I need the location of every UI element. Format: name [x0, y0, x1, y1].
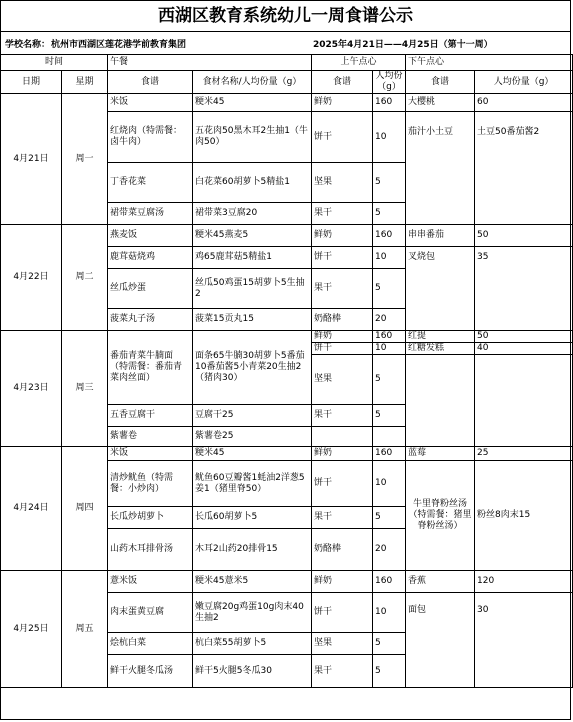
am-amount-cell: 5 — [373, 163, 406, 203]
ingredient-cell: 长瓜60胡萝卜5 — [193, 507, 312, 529]
am-amount-cell: 160 — [373, 225, 406, 247]
am-snack-cell: 饼干 — [312, 343, 373, 355]
am-snack-cell: 饼干 — [312, 593, 373, 633]
am-amount-cell: 10 — [373, 112, 406, 163]
date-cell: 4月25日 — [1, 571, 62, 688]
am-amount-cell: 10 — [373, 343, 406, 355]
pm-snack-cell: 茄汁小土豆 — [406, 112, 475, 225]
am-amount-cell: 5 — [373, 355, 406, 405]
ingredient-cell: 杭白菜55胡萝卜5 — [193, 633, 312, 655]
dish-cell: 裙带菜豆腐汤 — [108, 203, 193, 225]
dish-cell: 米饭 — [108, 447, 193, 461]
header-row-2 — [1, 71, 573, 94]
weekday-cell: 周四 — [62, 447, 108, 571]
pm-snack-cell — [406, 355, 475, 447]
ingredient-cell: 鲜干5火腿5冬瓜30 — [193, 655, 312, 688]
ingredient-cell: 嫩豆腐20g鸡蛋10g肉末40生抽2 — [193, 593, 312, 633]
ingredient-cell: 鸡65鹿茸菇5精盐1 — [193, 247, 312, 269]
ingredient-cell: 粳米45 — [193, 447, 312, 461]
lunch-header: 午餐 — [108, 55, 312, 71]
table-row — [1, 225, 573, 247]
dish-cell: 鹿茸菇烧鸡 — [108, 247, 193, 269]
pm-amount-cell: 25 — [475, 447, 573, 461]
dish-cell: 鲜干火腿冬瓜汤 — [108, 655, 193, 688]
am-amount-cell: 160 — [373, 571, 406, 593]
ingredients-header: 食材名称/人均份量（g） — [193, 71, 312, 94]
ingredient-cell: 粳米45燕麦5 — [193, 225, 312, 247]
am-amount-cell — [373, 427, 406, 447]
dish-cell: 肉末蛋黄豆腐 — [108, 593, 193, 633]
pm-snack-cell: 大樱桃 — [406, 94, 475, 112]
am-snack-cell: 奶酪棒 — [312, 529, 373, 571]
time-header: 时间 — [1, 55, 108, 71]
ingredient-cell: 豆腐干25 — [193, 405, 312, 427]
school-label: 学校名称： — [5, 39, 51, 50]
am-snack-cell: 鲜奶 — [312, 331, 373, 343]
am-amount-cell: 20 — [373, 309, 406, 331]
am-amount-cell: 5 — [373, 633, 406, 655]
am-snack-cell: 果干 — [312, 655, 373, 688]
am-amount-cell: 10 — [373, 247, 406, 269]
ingredient-cell: 紫薯卷25 — [193, 427, 312, 447]
weekday-cell: 周一 — [62, 94, 108, 225]
am-amount-header: 人均份（g） — [373, 71, 406, 94]
am-snack-cell: 鲜奶 — [312, 225, 373, 247]
dish-cell: 丝瓜炒蛋 — [108, 269, 193, 309]
am-amount-cell: 160 — [373, 447, 406, 461]
menu-table — [0, 54, 573, 688]
date-cell: 4月22日 — [1, 225, 62, 331]
table-row — [1, 94, 573, 112]
ingredient-cell: 粳米45薏米5 — [193, 571, 312, 593]
am-snack-cell: 鲜奶 — [312, 447, 373, 461]
date-cell: 4月24日 — [1, 447, 62, 571]
am-snack-cell: 果干 — [312, 405, 373, 427]
am-amount-cell: 5 — [373, 507, 406, 529]
pm-amount-header: 人均份量（g） — [475, 71, 573, 94]
ingredient-cell: 白花菜60胡萝卜5精盐1 — [193, 163, 312, 203]
am-amount-cell: 10 — [373, 593, 406, 633]
table-row — [1, 571, 573, 593]
am-snack-cell: 饼干 — [312, 112, 373, 163]
header-row-1 — [1, 55, 573, 71]
am-recipe-header: 食谱 — [312, 71, 373, 94]
ingredient-cell: 鱿鱼60豆瓣酱1蚝油2洋葱5姜1（猪里脊50） — [193, 461, 312, 507]
dish-cell: 燕麦饭 — [108, 225, 193, 247]
am-snack-cell: 果干 — [312, 203, 373, 225]
date-cell: 4月23日 — [1, 331, 62, 447]
pm-amount-cell: 50 — [475, 331, 573, 343]
pm-amount-cell: 粉丝8肉末15 — [475, 461, 573, 571]
date-range: 2025年4月21日——4月25日（第十一周） — [313, 39, 493, 50]
dish-cell: 烩杭白菜 — [108, 633, 193, 655]
dish-cell: 清炒鱿鱼（特需餐：小炒肉） — [108, 461, 193, 507]
school-info-row — [1, 32, 570, 55]
am-snack-cell — [312, 427, 373, 447]
am-amount-cell: 5 — [373, 269, 406, 309]
date-cell: 4月21日 — [1, 94, 62, 225]
am-amount-cell: 160 — [373, 94, 406, 112]
pm-amount-cell: 30 — [475, 593, 573, 688]
pm-snack-header: 下午点心 — [406, 55, 573, 71]
am-snack-cell: 果干 — [312, 269, 373, 309]
table-row — [1, 331, 573, 343]
am-snack-cell: 坚果 — [312, 163, 373, 203]
am-amount-cell: 5 — [373, 405, 406, 427]
ingredient-cell: 粳米45 — [193, 94, 312, 112]
pm-snack-cell: 蓝莓 — [406, 447, 475, 461]
dish-cell: 丁香花菜 — [108, 163, 193, 203]
pm-snack-cell: 面包 — [406, 593, 475, 688]
am-amount-cell: 10 — [373, 461, 406, 507]
pm-snack-cell: 香蕉 — [406, 571, 475, 593]
recipe-header: 食谱 — [108, 71, 193, 94]
table-row — [1, 447, 573, 461]
ingredient-cell: 菠菜15贡丸15 — [193, 309, 312, 331]
dish-cell: 菠菜丸子汤 — [108, 309, 193, 331]
pm-amount-cell: 60 — [475, 94, 573, 112]
am-snack-cell: 奶酪棒 — [312, 309, 373, 331]
weekday-cell: 周三 — [62, 331, 108, 447]
dish-cell: 紫薯卷 — [108, 427, 193, 447]
am-snack-cell: 鲜奶 — [312, 94, 373, 112]
dish-cell: 长瓜炒胡萝卜 — [108, 507, 193, 529]
pm-amount-cell — [475, 355, 573, 447]
date-header: 日期 — [1, 71, 62, 94]
pm-recipe-header: 食谱 — [406, 71, 475, 94]
am-snack-cell: 饼干 — [312, 461, 373, 507]
am-amount-cell: 160 — [373, 331, 406, 343]
pm-snack-cell: 红提 — [406, 331, 475, 343]
am-snack-cell: 饼干 — [312, 247, 373, 269]
weekday-cell: 周二 — [62, 225, 108, 331]
ingredient-cell: 面条65牛腩30胡萝卜5番茄10番茄酱5小青菜20生抽2（猪肉30） — [193, 331, 312, 405]
pm-amount-cell: 50 — [475, 225, 573, 247]
pm-amount-cell: 40 — [475, 343, 573, 355]
school-name: 杭州市西湖区莲花港学前教育集团 — [51, 39, 187, 50]
am-amount-cell: 5 — [373, 655, 406, 688]
pm-amount-cell: 120 — [475, 571, 573, 593]
ingredient-cell: 裙带菜3豆腐20 — [193, 203, 312, 225]
pm-amount-cell: 35 — [475, 247, 573, 331]
dish-cell: 山药木耳排骨汤 — [108, 529, 193, 571]
am-amount-cell: 20 — [373, 529, 406, 571]
ingredient-cell: 丝瓜50鸡蛋15胡萝卜5生抽2 — [193, 269, 312, 309]
ingredient-cell: 五花肉50黑木耳2生抽1（牛肉50） — [193, 112, 312, 163]
dish-cell: 红烧肉（特需餐：卤牛肉） — [108, 112, 193, 163]
dish-cell: 薏米饭 — [108, 571, 193, 593]
am-snack-cell: 果干 — [312, 507, 373, 529]
page-title: 西湖区教育系统幼儿一周食谱公示 — [1, 1, 570, 32]
dish-cell: 五香豆腐干 — [108, 405, 193, 427]
pm-snack-cell: 串串番茄 — [406, 225, 475, 247]
dish-cell: 番茄青菜牛腩面（特需餐：番茄青菜肉丝面） — [108, 331, 193, 405]
am-snack-cell: 坚果 — [312, 633, 373, 655]
pm-snack-cell: 牛里脊粉丝汤（特需餐：猪里脊粉丝汤） — [406, 461, 475, 571]
weekday-cell: 周五 — [62, 571, 108, 688]
pm-amount-cell: 土豆50番茄酱2 — [475, 112, 573, 225]
am-snack-cell: 坚果 — [312, 355, 373, 405]
pm-snack-cell: 叉烧包 — [406, 247, 475, 331]
am-snack-header: 上午点心 — [312, 55, 406, 71]
pm-snack-cell: 红糖发糕 — [406, 343, 475, 355]
am-snack-cell: 鲜奶 — [312, 571, 373, 593]
weekday-header: 星期 — [62, 71, 108, 94]
dish-cell: 米饭 — [108, 94, 193, 112]
ingredient-cell: 木耳2山药20排骨15 — [193, 529, 312, 571]
am-amount-cell: 5 — [373, 203, 406, 225]
